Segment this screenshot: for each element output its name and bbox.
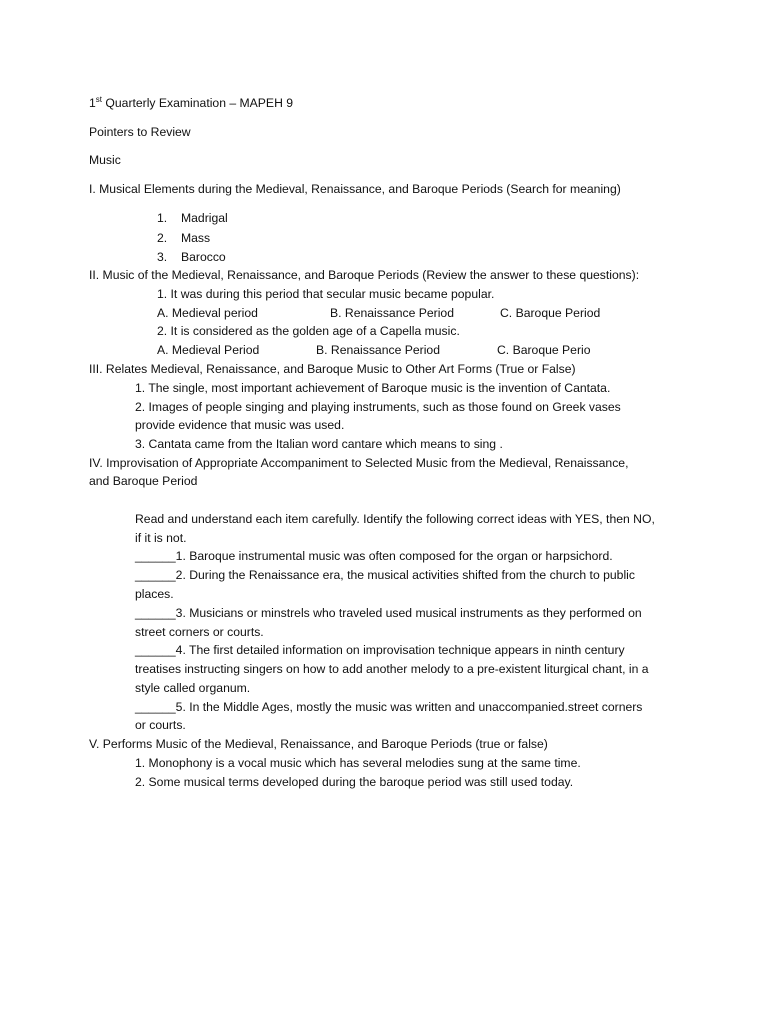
list-item: [157, 230, 210, 246]
section-3-heading: III. Relates Medieval, Renaissance, and Baroque Music to Other Art Forms (True or False): [89, 362, 576, 376]
section-5-line: 1. Monophony is a vocal music which has several melodies sung at the same time.: [135, 756, 581, 770]
section-4-line: style called organum.: [135, 681, 251, 695]
instructions: Read and understand each item carefully. Identify the following correct ideas with YES, then NO,: [135, 512, 655, 526]
choice-a: A. Medieval Period: [157, 343, 260, 357]
section-4-line: ______2. During the Renaissance era, the musical activities shifted from the church to public: [135, 568, 635, 582]
document-title: [89, 95, 293, 111]
list-number: 1.: [157, 211, 168, 225]
section-3-line: provide evidence that music was used.: [135, 418, 345, 432]
list-number: 3.: [157, 250, 168, 264]
question-2: 2. It is considered as the golden age of a Capella music.: [157, 324, 460, 338]
list-item: [157, 249, 226, 265]
document-subtitle: Pointers to Review: [89, 125, 191, 139]
section-4-heading-cont: and Baroque Period: [89, 474, 198, 488]
choice-a: A. Medieval period: [157, 306, 258, 320]
section-3-line: 1. The single, most important achievement of Baroque music is the invention of Cantata.: [135, 381, 611, 395]
choice-b: B. Renaissance Period: [316, 343, 440, 357]
section-4-line: ______3. Musicians or minstrels who traveled used musical instruments as they performed on: [135, 606, 642, 620]
section-4-line: street corners or courts.: [135, 625, 264, 639]
title-ordinal: st: [95, 94, 103, 104]
list-text: Mass: [181, 231, 211, 245]
list-item: [157, 210, 228, 226]
section-4-line: or courts.: [135, 718, 186, 732]
choice-c: C. Baroque Period: [500, 306, 601, 320]
section-3-line: 2. Images of people singing and playing instruments, such as those found on Greek vases: [135, 400, 621, 414]
section-4-line: ______5. In the Middle Ages, mostly the music was written and unaccompanied.street corners: [135, 700, 643, 714]
section-1-heading: I. Musical Elements during the Medieval, Renaissance, and Baroque Periods (Search for meaning): [89, 182, 621, 196]
section-3-line: 3. Cantata came from the Italian word cantare which means to sing .: [135, 437, 503, 451]
subject-heading: Music: [89, 153, 121, 167]
title-text: Quarterly Examination – MAPEH 9: [102, 96, 294, 110]
choice-c: C. Baroque Perio: [497, 343, 591, 357]
section-4-line: ______4. The first detailed information on improvisation technique appears in ninth century: [135, 643, 625, 657]
section-2-heading: II. Music of the Medieval, Renaissance, and Baroque Periods (Review the answer to these questions):: [89, 268, 640, 282]
section-4-heading: IV. Improvisation of Appropriate Accompaniment to Selected Music from the Medieval, Renaissance,: [89, 456, 629, 470]
title-number: 1: [89, 96, 96, 110]
section-4-line: places.: [135, 587, 174, 601]
section-5-line: 2. Some musical terms developed during the baroque period was still used today.: [135, 775, 574, 789]
list-text: Barocco: [181, 250, 226, 264]
section-4-line: treatises instructing singers on how to add another melody to a pre-existent liturgical chant, in a: [135, 662, 649, 676]
choice-b: B. Renaissance Period: [330, 306, 454, 320]
list-number: 2.: [157, 231, 168, 245]
instructions-cont: if it is not.: [135, 531, 187, 545]
question-1: 1. It was during this period that secular music became popular.: [157, 287, 495, 301]
list-text: Madrigal: [181, 211, 228, 225]
section-5-heading: V. Performs Music of the Medieval, Renaissance, and Baroque Periods (true or false): [89, 737, 548, 751]
section-4-line: ______1. Baroque instrumental music was often composed for the organ or harpsichord.: [135, 549, 613, 563]
